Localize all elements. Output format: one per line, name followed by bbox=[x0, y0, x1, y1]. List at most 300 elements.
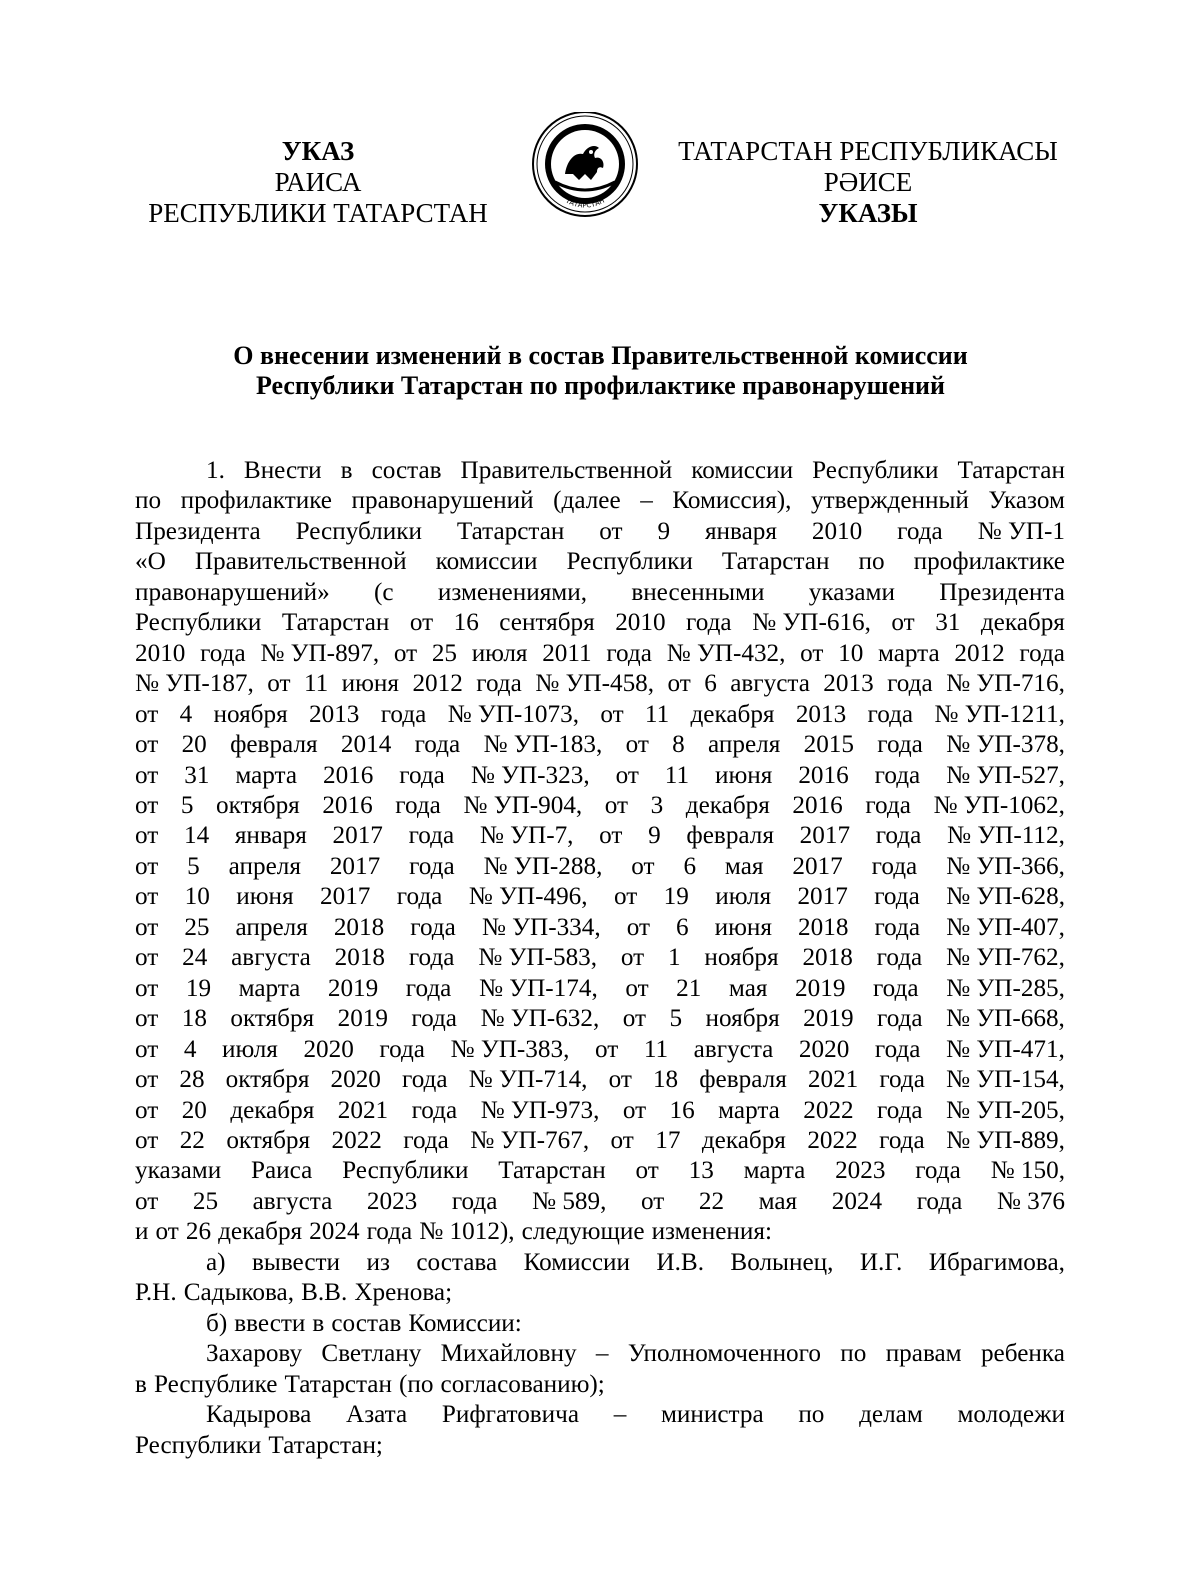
body-word: года bbox=[1019, 639, 1065, 667]
body-word: года bbox=[876, 1005, 923, 1033]
body-word: – bbox=[640, 487, 653, 515]
body-word: – bbox=[613, 1401, 627, 1429]
body-word: июня bbox=[715, 761, 773, 789]
body-word: июня bbox=[236, 883, 294, 911]
body-word: года bbox=[875, 822, 922, 850]
body-word: Рифгатовича bbox=[441, 1401, 580, 1429]
body-word: июня bbox=[714, 913, 773, 941]
body-word: года bbox=[915, 1157, 961, 1185]
body-word: из bbox=[366, 1248, 390, 1276]
body-word: № УП-323, bbox=[470, 761, 590, 789]
body-word: от bbox=[615, 761, 639, 789]
body-word: Азата bbox=[346, 1401, 408, 1429]
body-word: № УП-285, bbox=[946, 974, 1065, 1002]
body-word: 2012 bbox=[412, 670, 463, 698]
body-word: 20 bbox=[181, 1096, 207, 1124]
body-word: апреля bbox=[235, 913, 308, 941]
body-word: мая bbox=[728, 974, 768, 1002]
body-word: профилактике bbox=[180, 487, 332, 515]
body-line bbox=[135, 1400, 1065, 1430]
body-word: 2017 bbox=[320, 883, 371, 911]
document-body bbox=[135, 456, 1065, 1461]
body-word: Хренова; bbox=[354, 1279, 453, 1307]
body-word: года bbox=[200, 639, 246, 667]
body-word: октября bbox=[225, 1066, 310, 1094]
body-word: года bbox=[403, 1126, 449, 1154]
body-word: Президента bbox=[135, 517, 261, 545]
body-word: Республике bbox=[153, 1370, 278, 1398]
body-word: 11 bbox=[664, 761, 690, 789]
body-word: от bbox=[622, 1096, 647, 1124]
body-word: года bbox=[405, 974, 452, 1002]
body-word: года bbox=[410, 913, 456, 941]
body-word: 16 bbox=[669, 1096, 695, 1124]
body-word: № УП-458, bbox=[535, 670, 655, 698]
body-word: № УП-714, bbox=[468, 1066, 588, 1094]
body-word: № УП-716, bbox=[946, 670, 1065, 698]
body-word: 9 bbox=[657, 517, 671, 545]
body-word: года bbox=[897, 517, 943, 545]
body-word: августа bbox=[693, 1035, 774, 1063]
body-word: № УП-583, bbox=[478, 944, 598, 972]
body-word: № УП-383, bbox=[450, 1035, 570, 1063]
body-line bbox=[135, 486, 1065, 516]
body-word: 16 bbox=[453, 609, 479, 637]
body-word: № УП-288, bbox=[483, 852, 603, 880]
body-word: года bbox=[409, 852, 455, 880]
body-word: № УП-366, bbox=[946, 852, 1065, 880]
body-word: года bbox=[877, 731, 923, 759]
body-line bbox=[135, 1278, 1065, 1308]
body-word: В.В. bbox=[301, 1279, 348, 1307]
body-word: 5 bbox=[180, 791, 194, 819]
body-word: б) bbox=[206, 1309, 228, 1337]
body-word: марта bbox=[235, 761, 298, 789]
body-word: № УП-471, bbox=[946, 1035, 1065, 1063]
body-word: № УП-496, bbox=[468, 883, 588, 911]
body-word: Республики bbox=[135, 1431, 262, 1459]
body-word: года bbox=[395, 791, 441, 819]
body-word: № УП-154, bbox=[946, 1066, 1065, 1094]
body-word: № УП-334, bbox=[481, 913, 601, 941]
body-word: от bbox=[135, 1035, 159, 1063]
body-word: № УП-628, bbox=[946, 883, 1065, 911]
body-word: декабря bbox=[230, 1096, 315, 1124]
body-word: И.В. bbox=[656, 1248, 704, 1276]
body-word: профилактике bbox=[913, 548, 1065, 576]
header-right-line-1: ТАТАРСТАН РЕСПУБЛИКАСЫ bbox=[678, 136, 1058, 166]
body-word: в bbox=[135, 1370, 147, 1398]
body-word: 2018 bbox=[798, 913, 849, 941]
body-word: 2018 bbox=[334, 944, 385, 972]
body-word: 4 bbox=[179, 700, 193, 728]
body-word: года bbox=[408, 944, 455, 972]
body-word: 2010 bbox=[135, 639, 186, 667]
body-word: года bbox=[874, 883, 920, 911]
body-word: Комиссии: bbox=[408, 1309, 522, 1337]
body-word: 2017 bbox=[329, 852, 381, 880]
body-word: от bbox=[667, 670, 691, 698]
tatarstan-emblem-icon bbox=[525, 112, 645, 222]
body-word: № УП-187, bbox=[135, 670, 254, 698]
body-word: года bbox=[399, 761, 445, 789]
body-word: 24 bbox=[182, 944, 208, 972]
body-word: 13 bbox=[688, 1157, 714, 1185]
body-line bbox=[135, 456, 1065, 486]
body-word: № УП-432, bbox=[666, 639, 786, 667]
body-word: 2016 bbox=[322, 791, 373, 819]
body-word: 11 bbox=[643, 1035, 669, 1063]
body-word: И.Г. bbox=[859, 1248, 903, 1276]
body-word: года bbox=[887, 670, 933, 698]
body-word: ребенка bbox=[980, 1340, 1065, 1368]
body-word: согласованию); bbox=[440, 1370, 605, 1398]
body-word: правонарушений bbox=[351, 487, 534, 515]
body-word: от bbox=[409, 609, 434, 637]
body-word: (с bbox=[374, 578, 394, 606]
body-word: № УП-407, bbox=[946, 913, 1065, 941]
body-word: ноября bbox=[705, 1005, 780, 1033]
body-word: года bbox=[379, 1035, 425, 1063]
body-word: 19 bbox=[663, 883, 689, 911]
body-word: 2014 bbox=[340, 731, 392, 759]
body-word: октября bbox=[230, 1005, 315, 1033]
body-word: 2018 bbox=[802, 944, 853, 972]
body-word: года bbox=[877, 1096, 923, 1124]
body-line bbox=[135, 517, 1065, 547]
body-line bbox=[135, 578, 1065, 608]
body-word: от bbox=[594, 1035, 619, 1063]
body-word: 25 bbox=[431, 639, 457, 667]
body-word: внесенными bbox=[631, 578, 765, 606]
body-line bbox=[135, 1035, 1065, 1065]
body-word: от bbox=[393, 639, 418, 667]
body-word: от bbox=[135, 761, 159, 789]
body-word: года bbox=[686, 609, 732, 637]
body-word: 5 bbox=[187, 852, 200, 880]
body-word: Татарстан bbox=[281, 609, 390, 637]
body-word: от bbox=[135, 1126, 159, 1154]
body-word: года bbox=[867, 700, 914, 728]
body-word: и bbox=[135, 1218, 149, 1246]
header-left-block bbox=[118, 136, 518, 229]
body-word: от bbox=[631, 852, 655, 880]
body-word: мая bbox=[724, 852, 764, 880]
body-word: от bbox=[135, 852, 159, 880]
body-word: года bbox=[606, 639, 652, 667]
body-word: октября bbox=[226, 1126, 311, 1154]
body-word: декабря bbox=[980, 609, 1065, 637]
body-line bbox=[135, 608, 1065, 638]
body-word: от bbox=[135, 791, 159, 819]
body-line bbox=[135, 1431, 1065, 1461]
body-line bbox=[135, 639, 1065, 669]
body-word: года bbox=[414, 731, 461, 759]
body-word: Волынец, bbox=[730, 1248, 834, 1276]
body-word: от bbox=[135, 700, 159, 728]
body-word: от bbox=[640, 1187, 665, 1215]
body-word: молодежи bbox=[957, 1401, 1065, 1429]
body-word: Татарстан bbox=[456, 517, 565, 545]
body-word: № 150, bbox=[990, 1157, 1065, 1185]
body-word: года bbox=[476, 670, 522, 698]
body-word: № 589, bbox=[531, 1187, 607, 1215]
body-line bbox=[135, 1096, 1065, 1126]
body-word: министра bbox=[660, 1401, 764, 1429]
body-line bbox=[135, 1004, 1065, 1034]
body-line bbox=[135, 700, 1065, 730]
body-word: года bbox=[366, 1218, 413, 1246]
body-word: 2019 bbox=[803, 1005, 854, 1033]
body-word: года bbox=[916, 1187, 963, 1215]
body-word: от bbox=[800, 639, 824, 667]
body-line bbox=[135, 1065, 1065, 1095]
body-word: 2021 bbox=[807, 1066, 859, 1094]
body-word: № УП-904, bbox=[463, 791, 583, 819]
body-word: от bbox=[135, 974, 159, 1002]
body-word: делам bbox=[859, 1401, 923, 1429]
body-word: № УП-378, bbox=[946, 731, 1065, 759]
body-word: ноября bbox=[213, 700, 288, 728]
body-word: года bbox=[408, 822, 455, 850]
body-word: от bbox=[267, 670, 291, 698]
body-word: июня bbox=[341, 670, 400, 698]
body-word: 18 bbox=[181, 1005, 207, 1033]
body-word: года bbox=[874, 913, 921, 941]
body-line bbox=[135, 761, 1065, 791]
body-word: 28 bbox=[179, 1066, 205, 1094]
body-word: 8 bbox=[672, 731, 685, 759]
body-word: по bbox=[798, 1401, 825, 1429]
body-word: октября bbox=[216, 791, 300, 819]
body-word: июля bbox=[471, 639, 528, 667]
body-word: апреля bbox=[228, 852, 301, 880]
body-word: 22 bbox=[698, 1187, 725, 1215]
body-word: Татарстан bbox=[957, 457, 1065, 484]
body-word: года bbox=[451, 1187, 498, 1215]
body-line bbox=[135, 1248, 1065, 1278]
body-word: 2015 bbox=[803, 731, 854, 759]
body-word: августа bbox=[231, 944, 311, 972]
body-word: года bbox=[401, 1066, 448, 1094]
body-word: года bbox=[879, 1066, 925, 1094]
body-word: (далее bbox=[553, 487, 621, 515]
body-word: от bbox=[135, 1187, 159, 1215]
title-line-2: Республики Татарстан по профилактике правонарушений bbox=[255, 371, 946, 400]
body-word: от bbox=[135, 1096, 159, 1124]
body-word: № УП-973, bbox=[480, 1096, 600, 1124]
body-word: 2010 bbox=[615, 609, 666, 637]
body-word: года bbox=[879, 1126, 925, 1154]
header-right-block bbox=[668, 136, 1068, 229]
body-word: 2016 bbox=[798, 761, 849, 789]
body-word: состав bbox=[371, 457, 442, 484]
body-word: 20 bbox=[181, 731, 207, 759]
body-word: 2013 bbox=[309, 700, 360, 728]
body-word: № УП-616, bbox=[752, 609, 871, 637]
body-word: от bbox=[135, 913, 159, 941]
header-left-line-3: РЕСПУБЛИКИ ТАТАРСТАН bbox=[148, 198, 488, 228]
body-word: года bbox=[871, 852, 918, 880]
body-word: Татарстан; bbox=[268, 1431, 383, 1459]
body-word: 2011 bbox=[542, 639, 592, 667]
body-word: года bbox=[411, 1096, 458, 1124]
body-word: июля bbox=[715, 883, 772, 911]
body-word: 2022 bbox=[331, 1126, 382, 1154]
body-word: Президента bbox=[939, 578, 1065, 606]
body-line bbox=[135, 791, 1065, 821]
body-word: июля bbox=[222, 1035, 278, 1063]
body-word: Светлану bbox=[321, 1340, 422, 1368]
body-word: 2021 bbox=[337, 1096, 389, 1124]
body-word: – bbox=[595, 1340, 609, 1368]
body-word: от bbox=[600, 700, 624, 728]
body-word: марта bbox=[238, 974, 301, 1002]
body-word: 19 bbox=[185, 974, 212, 1002]
body-word: Михайловну bbox=[440, 1340, 577, 1368]
body-word: 2018 bbox=[333, 913, 385, 941]
body-word: Ибрагимова, bbox=[928, 1248, 1065, 1276]
body-word: 11 bbox=[644, 700, 670, 728]
body-word: от bbox=[626, 913, 650, 941]
document-title bbox=[118, 341, 1083, 401]
body-word: 2020 bbox=[303, 1035, 354, 1063]
body-word: декабря bbox=[690, 700, 775, 728]
body-word: Раиса bbox=[250, 1157, 313, 1185]
body-line bbox=[135, 974, 1065, 1004]
body-line bbox=[135, 1309, 1065, 1339]
body-word: марта bbox=[877, 639, 940, 667]
body-word: 2016 bbox=[792, 791, 843, 819]
body-word: 2017 bbox=[332, 822, 383, 850]
body-word: года bbox=[872, 974, 919, 1002]
body-word: Р.Н. bbox=[135, 1279, 177, 1307]
body-word: 10 bbox=[838, 639, 864, 667]
body-word: от bbox=[135, 1066, 159, 1094]
body-word: № УП-112, bbox=[946, 822, 1065, 850]
header-right-line-2: РӘИСЕ bbox=[823, 167, 913, 197]
body-word: 6 bbox=[683, 852, 697, 880]
body-word: 31 bbox=[184, 761, 210, 789]
body-word: (по bbox=[399, 1370, 434, 1398]
body-word: от bbox=[610, 1126, 634, 1154]
body-word: по bbox=[858, 548, 885, 576]
body-word: комиссии bbox=[691, 457, 794, 484]
body-word: 2020 bbox=[798, 1035, 850, 1063]
body-word: № УП-1 bbox=[977, 517, 1065, 545]
body-word: от bbox=[135, 883, 159, 911]
body-word: 2019 bbox=[795, 974, 846, 1002]
body-word: № УП-1073, bbox=[447, 700, 579, 728]
body-word: Внести bbox=[243, 457, 322, 484]
body-word: № УП-632, bbox=[480, 1005, 600, 1033]
body-word: 2017 bbox=[797, 883, 848, 911]
body-word: от bbox=[599, 822, 623, 850]
body-word: Садыкова, bbox=[183, 1279, 295, 1307]
body-word: № УП-1211, bbox=[934, 700, 1065, 728]
body-word: от bbox=[622, 1005, 647, 1033]
body-word: Республики bbox=[342, 1157, 469, 1185]
body-word: Республики bbox=[135, 609, 262, 637]
body-word: от bbox=[135, 944, 159, 972]
body-word: марта bbox=[743, 1157, 806, 1185]
body-word: № УП-174, bbox=[478, 974, 598, 1002]
body-word: № УП-889, bbox=[946, 1126, 1065, 1154]
body-word: 22 bbox=[179, 1126, 205, 1154]
body-word: Татарстан bbox=[498, 1157, 606, 1185]
body-word: от bbox=[135, 822, 159, 850]
body-word: года bbox=[874, 1035, 921, 1063]
body-word: 2019 bbox=[327, 974, 379, 1002]
body-word: следующие bbox=[521, 1218, 645, 1246]
body-word: а) bbox=[206, 1248, 226, 1276]
body-word: Уполномоченного bbox=[627, 1340, 821, 1368]
body-word: комиссии bbox=[435, 548, 538, 576]
body-line bbox=[135, 1187, 1065, 1217]
body-word: года bbox=[411, 1005, 457, 1033]
body-word: № УП-7, bbox=[479, 822, 574, 850]
body-word: от bbox=[135, 731, 159, 759]
body-line bbox=[135, 1217, 1065, 1247]
body-word: в bbox=[312, 1309, 325, 1337]
body-word: изменениями, bbox=[437, 578, 587, 606]
body-word: февраля bbox=[230, 731, 318, 759]
body-word: 31 bbox=[935, 609, 961, 637]
body-word: Республики bbox=[295, 517, 422, 545]
body-word: 10 bbox=[184, 883, 210, 911]
body-word: года bbox=[865, 791, 911, 819]
body-line bbox=[135, 669, 1065, 699]
title-line-1: О внесении изменений в состав Правительственной комиссии bbox=[233, 341, 968, 370]
body-word: от bbox=[599, 517, 623, 545]
body-line bbox=[135, 943, 1065, 973]
body-word: ввести bbox=[234, 1309, 306, 1337]
body-word: 2023 bbox=[366, 1187, 418, 1215]
body-line bbox=[135, 1126, 1065, 1156]
body-word: 2022 bbox=[803, 1096, 854, 1124]
body-line bbox=[135, 730, 1065, 760]
body-word: декабря bbox=[218, 1218, 303, 1246]
body-word: № УП-897, bbox=[260, 639, 380, 667]
body-word: № УП-762, bbox=[946, 944, 1065, 972]
body-word: августа bbox=[730, 670, 810, 698]
body-line bbox=[135, 821, 1065, 851]
body-word: состав bbox=[331, 1309, 402, 1337]
body-word: года bbox=[876, 944, 923, 972]
body-word: от bbox=[604, 791, 629, 819]
body-word: 18 bbox=[652, 1066, 679, 1094]
body-word: 2020 bbox=[330, 1066, 381, 1094]
body-word: № УП-205, bbox=[946, 1096, 1065, 1124]
body-word: Правительственной bbox=[194, 548, 407, 576]
body-word: № УП-1062, bbox=[933, 791, 1065, 819]
body-word: от bbox=[891, 609, 915, 637]
body-word: правонарушений» bbox=[135, 578, 330, 606]
body-word: 6 bbox=[704, 670, 717, 698]
body-word: № УП-668, bbox=[946, 1005, 1065, 1033]
body-word: 26 bbox=[185, 1218, 212, 1246]
body-word: 25 bbox=[184, 913, 210, 941]
body-word: в bbox=[340, 457, 353, 484]
body-word: от bbox=[613, 883, 638, 911]
body-word: 2010 bbox=[811, 517, 863, 545]
body-word: 2019 bbox=[337, 1005, 388, 1033]
body-word: 1. bbox=[206, 457, 225, 484]
body-word: февраля bbox=[686, 822, 774, 850]
body-word: Комиссии bbox=[523, 1248, 630, 1276]
body-word: Татарстан bbox=[721, 548, 830, 576]
body-word: «О bbox=[135, 548, 166, 576]
